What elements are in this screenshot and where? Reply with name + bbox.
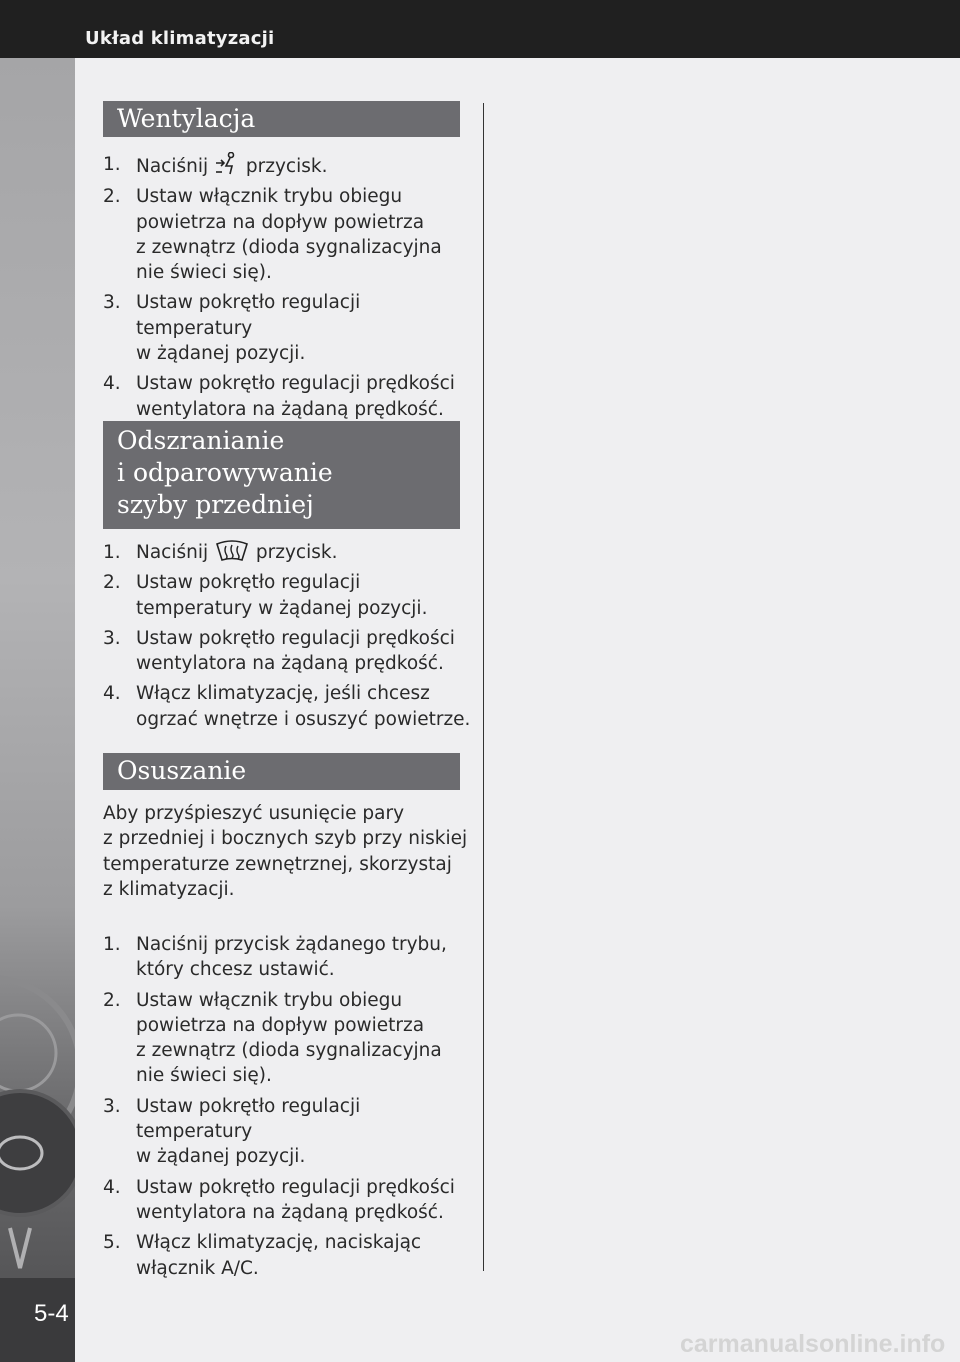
steps-list-osuszanie <box>103 932 473 1286</box>
list-item <box>103 988 473 1089</box>
step-line: Ustaw pokrętło regulacji prędkości <box>136 373 455 395</box>
header-bar <box>0 0 960 58</box>
step-line: włącznik A/C. <box>136 1257 259 1279</box>
step-line: Ustaw pokrętło regulacji prędkości <box>136 1176 455 1198</box>
section-title-line: szyby przedniej <box>117 490 314 519</box>
windshield-defrost-icon <box>214 540 250 562</box>
step-line: Ustaw włącznik trybu obiegu <box>136 186 403 208</box>
list-item <box>103 932 473 983</box>
step-line: wentylatora na żądaną prędkość. <box>136 1201 444 1223</box>
step-line: Naciśnij przycisk żądanego trybu, <box>136 934 447 955</box>
step-line: ogrzać wnętrze i osuszyć powietrze. <box>136 708 471 730</box>
step-line: nie świeci się). <box>136 262 272 284</box>
step-number: 4. <box>103 1176 121 1198</box>
intro-paragraph <box>103 801 473 902</box>
paragraph-line: temperaturze zewnętrznej, skorzystaj <box>103 853 452 875</box>
list-item <box>103 681 473 732</box>
step-text: przycisk. <box>245 156 328 177</box>
step-line: w żądanej pozycji. <box>136 343 306 365</box>
step-number: 4. <box>103 373 121 395</box>
step-line: Ustaw pokrętło regulacji prędkości <box>136 627 455 649</box>
list-item <box>103 371 473 422</box>
list-item <box>103 1230 473 1281</box>
list-item <box>103 184 473 285</box>
ventilation-mode-icon <box>214 152 240 176</box>
paragraph-line: z przedniej i bocznych szyb przy niskiej <box>103 828 468 850</box>
step-line: Ustaw pokrętło regulacji <box>136 572 361 594</box>
step-line: w żądanej pozycji. <box>136 1146 306 1168</box>
step-line: wentylatora na żądaną prędkość. <box>136 398 444 420</box>
step-text: Naciśnij <box>136 542 209 563</box>
section-title-line: Osuszanie <box>117 756 247 785</box>
steering-wheel-photo <box>0 938 75 1362</box>
paragraph-line: z klimatyzacji. <box>103 878 235 900</box>
step-text: przycisk. <box>255 542 338 563</box>
step-number: 5. <box>103 1232 121 1254</box>
section-title-line: Odszranianie <box>117 426 285 455</box>
section-title-line: i odparowywanie <box>117 458 333 487</box>
step-line: Ustaw włącznik trybu obiegu <box>136 989 403 1011</box>
step-number: 1. <box>103 934 121 955</box>
list-item <box>103 1175 473 1226</box>
page-number: 5-4 <box>34 1300 69 1327</box>
step-line: nie świeci się). <box>136 1065 272 1087</box>
section-title-odszranianie <box>103 421 460 529</box>
step-number: 3. <box>103 292 121 314</box>
column-divider <box>483 103 484 1271</box>
paragraph-line: Aby przyśpieszyć usunięcie pary <box>103 803 405 824</box>
step-line: Ustaw pokrętło regulacji temperatury <box>136 292 361 339</box>
step-number: 3. <box>103 1095 121 1117</box>
step-number: 3. <box>103 627 121 649</box>
step-line: Włącz klimatyzację, jeśli chcesz <box>136 683 430 705</box>
step-line: wentylatora na żądaną prędkość. <box>136 653 444 675</box>
step-line: z zewnątrz (dioda sygnalizacyjna <box>136 236 442 258</box>
step-number: 2. <box>103 989 121 1011</box>
step-text: Naciśnij <box>136 156 209 177</box>
step-number: 4. <box>103 683 121 705</box>
list-item <box>103 1094 473 1170</box>
step-number: 1. <box>103 154 121 175</box>
step-line: temperatury w żądanej pozycji. <box>136 597 428 619</box>
section-title-line: Wentylacja <box>117 104 256 133</box>
step-line: powietrza na dopływ powietrza <box>136 1014 425 1036</box>
section-title-wentylacja <box>103 101 460 137</box>
step-number: 1. <box>103 542 121 563</box>
step-number: 2. <box>103 572 121 594</box>
step-line: Włącz klimatyzację, naciskając <box>136 1232 422 1254</box>
watermark-text: carmanualsonline.info <box>680 1330 946 1358</box>
list-item <box>103 290 473 366</box>
list-item <box>103 626 473 677</box>
steps-list-odszranianie <box>103 540 473 737</box>
step-line: powietrza na dopływ powietrza <box>136 211 425 233</box>
chapter-title: Układ klimatyzacji <box>85 28 275 49</box>
steps-list-wentylacja <box>103 152 473 427</box>
step-number: 2. <box>103 186 121 208</box>
section-title-osuszanie <box>103 753 460 790</box>
list-item <box>103 570 473 621</box>
sidebar-strip <box>0 58 75 1362</box>
step-line: Ustaw pokrętło regulacji temperatury <box>136 1095 361 1143</box>
step-line: z zewnątrz (dioda sygnalizacyjna <box>136 1040 442 1062</box>
step-line: który chcesz ustawić. <box>136 959 335 981</box>
list-item <box>103 540 473 565</box>
list-item <box>103 152 473 179</box>
